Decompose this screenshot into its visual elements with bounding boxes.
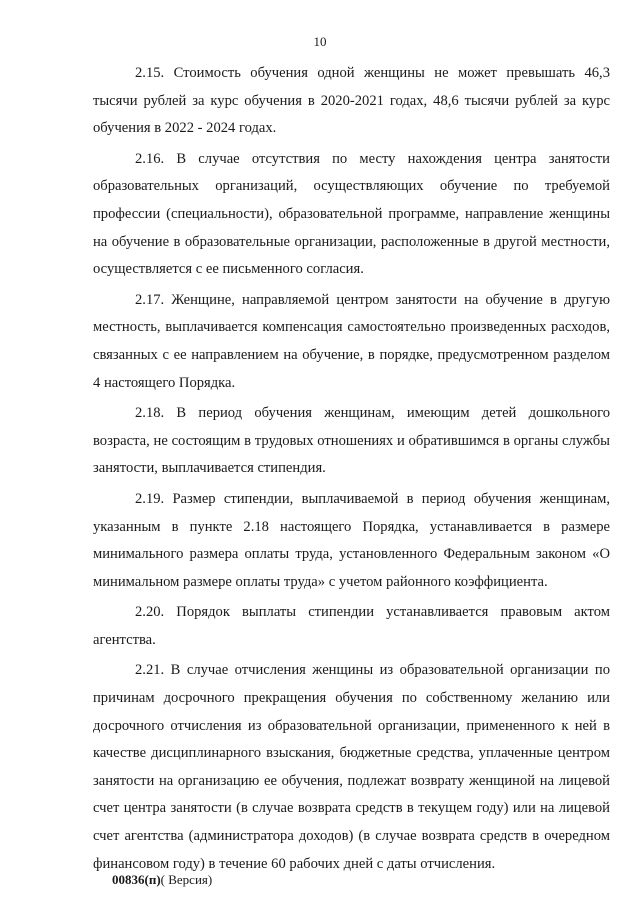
paragraph-2-21: 2.21. В случае отчисления женщины из образовательной организации по причинам досрочного прекращения обучения по собственному желанию или досрочного отчисления из образовательной организации, примененного к ней в качестве дисциплинарного взыскания, бюджетные средства, уплаченные центром занятости на организацию ее обучения, подлежат возврату женщиной на лицевой счет центра занятости (в случае возврата средств в текущем году) или на лицевой счет агентства (администратора доходов) (в случае возврата средств в очередном финансовом году) в течение 60 рабочих дней с даты отчисления. — [93, 662, 610, 872]
page-number: 10 — [313, 34, 327, 49]
footer-version: ( Версия) — [160, 872, 213, 887]
paragraph-2-18: 2.18. В период обучения женщинам, имеющим детей дошкольного возраста, не состоящим в трудовых отношениях и обратившимся в органы службы занятости, выплачивается стипендия. — [93, 405, 610, 477]
paragraph-2-20: 2.20. Порядок выплаты стипендии устанавливается правовым актом агентства. — [93, 604, 610, 648]
document-body — [93, 60, 610, 881]
paragraph-2-17: 2.17. Женщине, направляемой центром занятости на обучение в другую местность, выплачивается компенсация самостоятельно произведенных расходов, связанных с ее направлением на обучение, в порядке, предусмотренном разделом 4 настоящего Порядка. — [93, 291, 610, 391]
footer-document-code — [112, 872, 212, 888]
footer-code: 00836(п) — [112, 872, 161, 887]
paragraph-2-19: 2.19. Размер стипендии, выплачиваемой в период обучения женщинам, указанным в пункте 2.18 настоящего Порядка, устанавливается в размере минимального размера оплаты труда, установленного Федеральным законом «О минимальном размере оплаты труда» с учетом районного коэффициента. — [93, 490, 610, 590]
paragraph-2-16: 2.16. В случае отсутствия по месту нахождения центра занятости образовательных организаций, осуществляющих обучение по требуемой профессии (специальности), образовательной программе, направление женщины на обучение в образовательные организации, расположенные в другой местности, осуществляется с ее письменного согласия. — [93, 150, 610, 278]
paragraph-2-15: 2.15. Стоимость обучения одной женщины не может превышать 46,3 тысячи рублей за курс обучения в 2020-2021 годах, 48,6 тысячи рублей за курс обучения в 2022 - 2024 годах. — [93, 65, 610, 137]
